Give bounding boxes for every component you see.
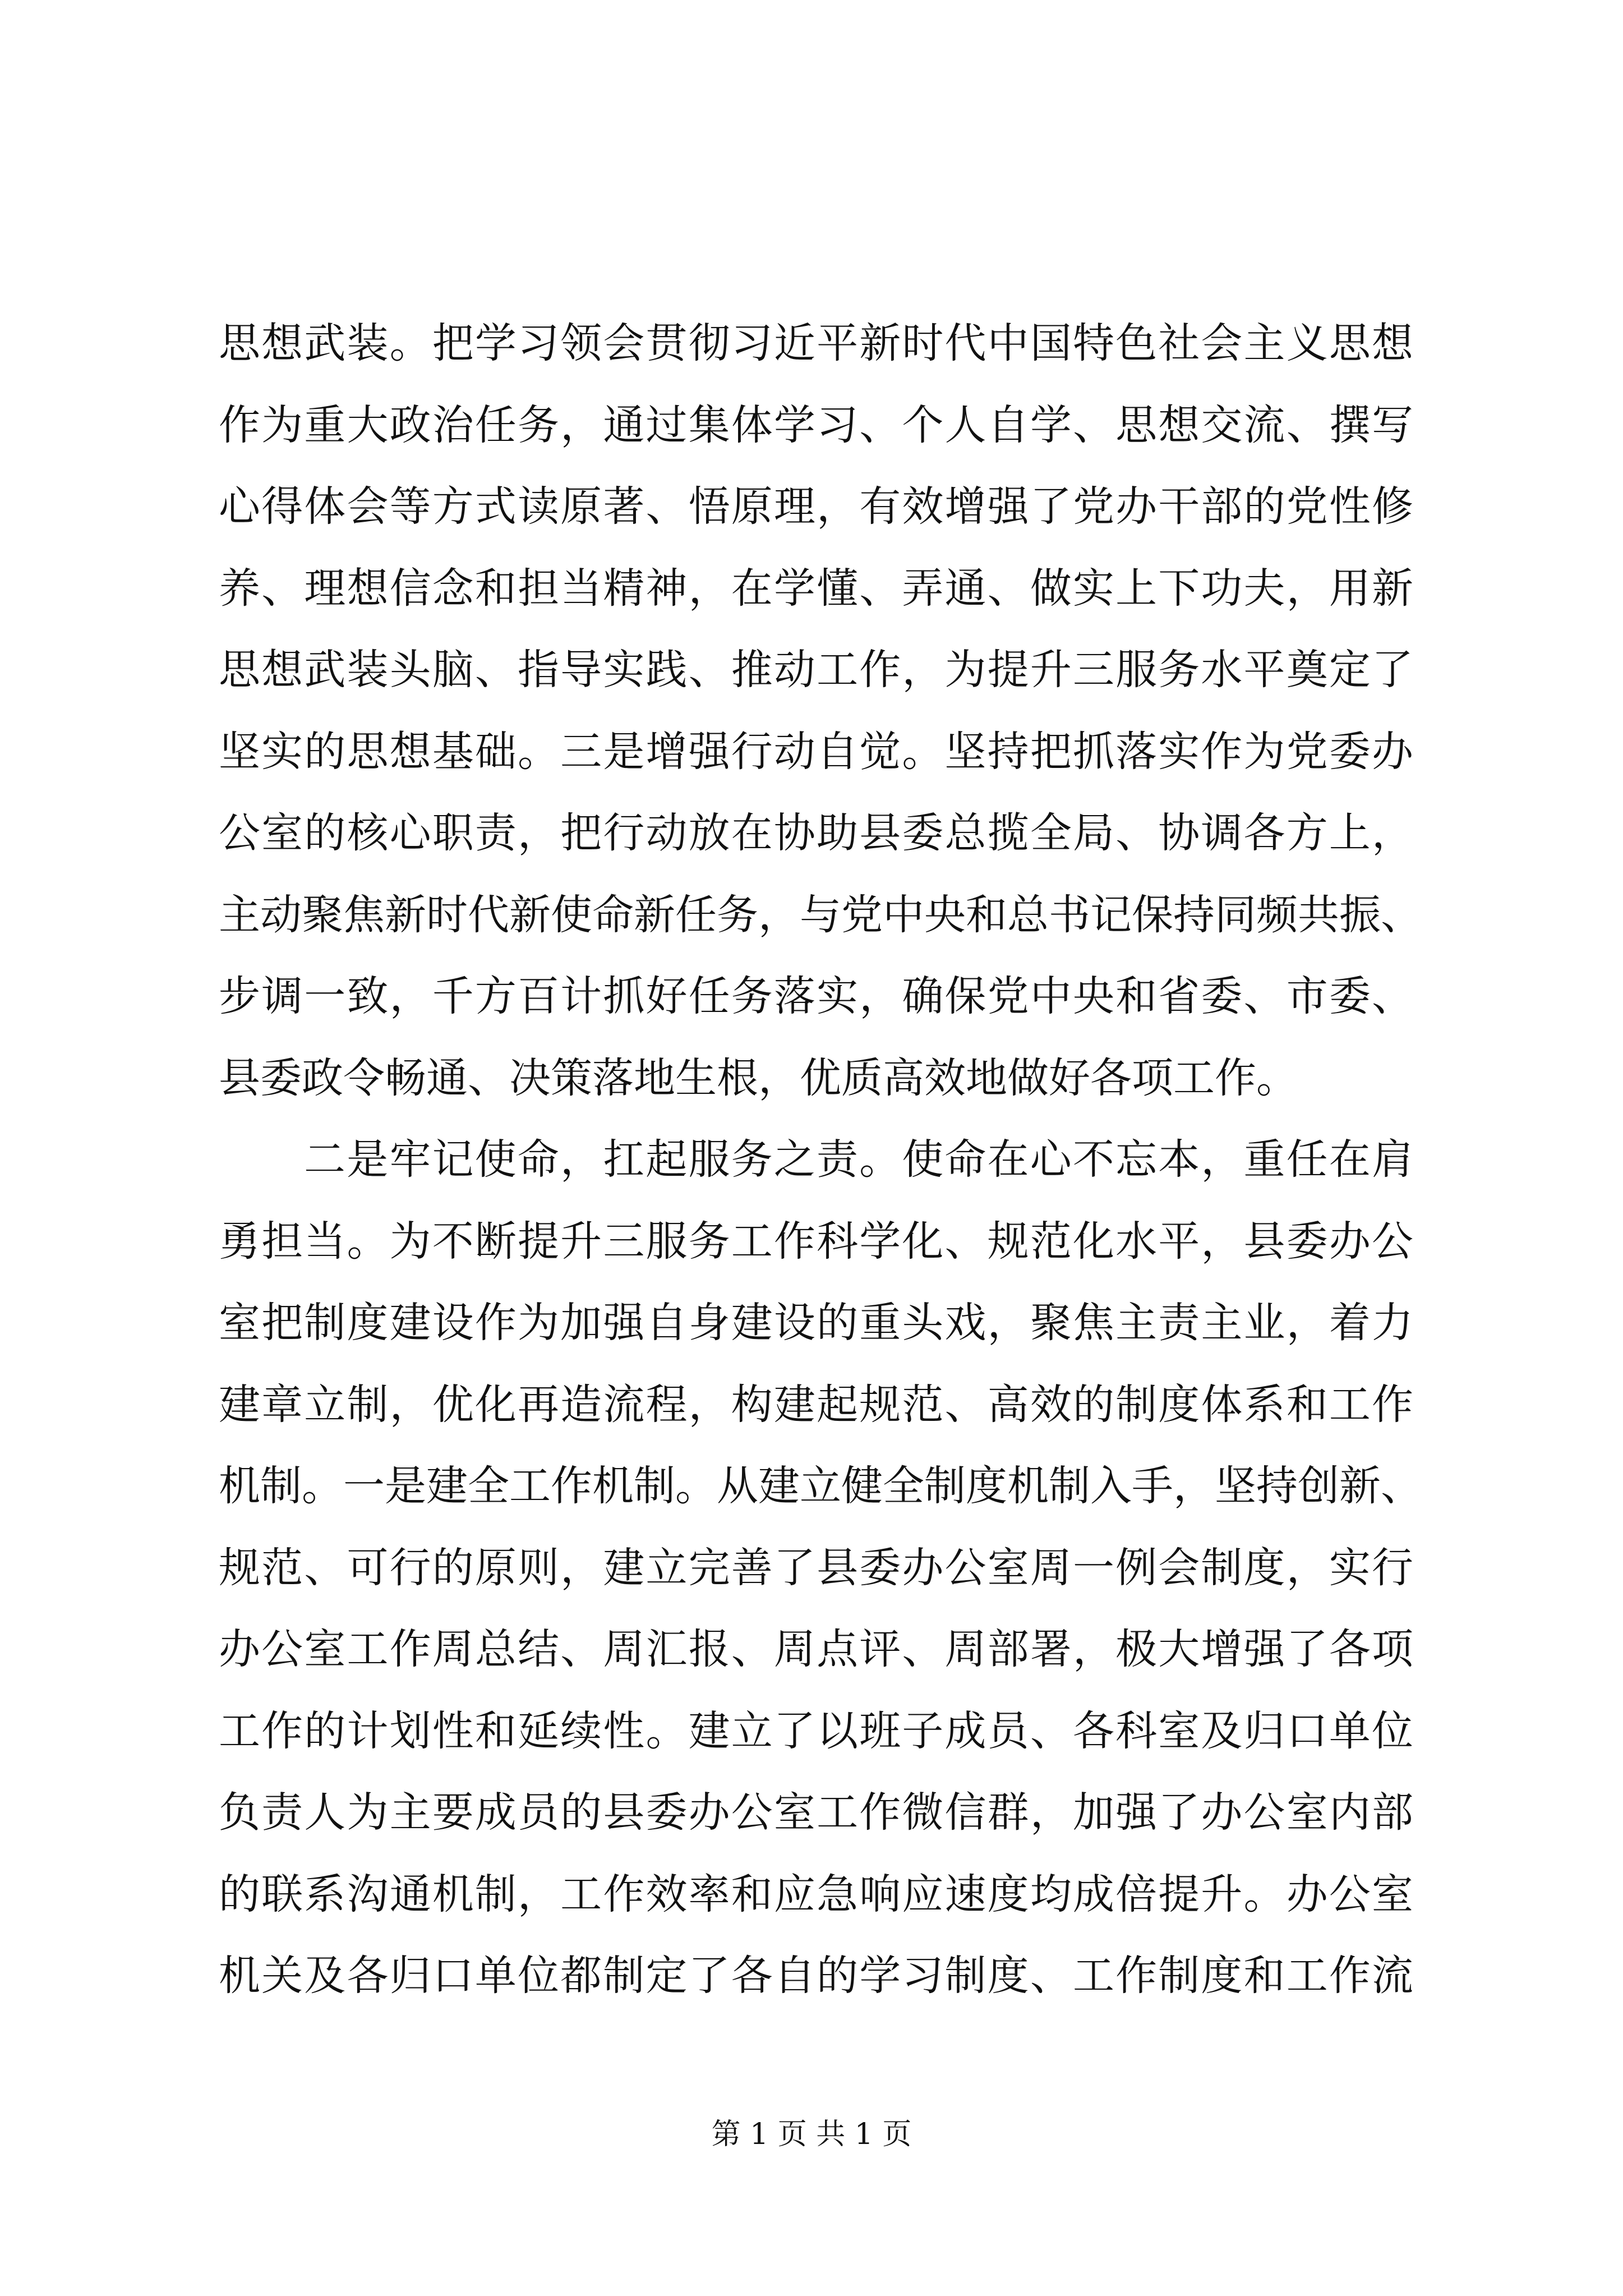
text-line: 机制。一是建全工作机制。从建立健全制度机制入手，坚持创新、 — [219, 1462, 1422, 1510]
text-line: 负责人为主要成员的县委办公室工作微信群，加强了办公室内部 — [219, 1788, 1413, 1837]
text-line: 工作的计划性和延续性。建立了以班子成员、各科室及归口单位 — [219, 1706, 1413, 1755]
document-body — [219, 303, 1422, 2017]
text-line: 思想武装。把学习领会贯彻习近平新时代中国特色社会主义思想 — [219, 319, 1413, 367]
text-line: 二是牢记使命，扛起服务之责。使命在心不忘本，重任在肩 — [304, 1135, 1413, 1184]
text-line: 主动聚焦新时代新使命新任务，与党中央和总书记保持同频共振、 — [219, 890, 1422, 939]
text-line: 养、理想信念和担当精神，在学懂、弄通、做实上下功夫，用新 — [219, 564, 1413, 613]
text-line: 勇担当。为不断提升三服务工作科学化、规范化水平，县委办公 — [219, 1217, 1413, 1266]
text-line: 规范、可行的原则，建立完善了县委办公室周一例会制度，实行 — [219, 1543, 1413, 1592]
text-line: 步调一致，千方百计抓好任务落实，确保党中央和省委、市委、 — [219, 972, 1413, 1020]
text-line: 的联系沟通机制，工作效率和应急响应速度均成倍提升。办公室 — [219, 1870, 1413, 1918]
text-line: 办公室工作周总结、周汇报、周点评、周部署，极大增强了各项 — [219, 1625, 1413, 1673]
text-line: 思想武装头脑、指导实践、推动工作，为提升三服务水平奠定了 — [219, 646, 1413, 694]
text-line: 公室的核心职责，把行动放在协助县委总揽全局、协调各方上， — [219, 809, 1413, 857]
text-line: 机关及各归口单位都制定了各自的学习制度、工作制度和工作流 — [219, 1952, 1413, 2000]
text-line: 心得体会等方式读原著、悟原理，有效增强了党办干部的党性修 — [219, 482, 1413, 531]
text-line: 室把制度建设作为加强自身建设的重头戏，聚焦主责主业，着力 — [219, 1299, 1413, 1347]
text-line: 建章立制，优化再造流程，构建起规范、高效的制度体系和工作 — [219, 1380, 1413, 1429]
text-line: 作为重大政治任务，通过集体学习、个人自学、思想交流、撰写 — [219, 401, 1413, 449]
page-number-footer: 第 1 页 共 1 页 — [711, 2118, 912, 2151]
text-line: 坚实的思想基础。三是增强行动自觉。坚持把抓落实作为党委办 — [219, 727, 1413, 776]
text-line: 县委政令畅通、决策落地生根，优质高效地做好各项工作。 — [219, 1053, 1298, 1102]
